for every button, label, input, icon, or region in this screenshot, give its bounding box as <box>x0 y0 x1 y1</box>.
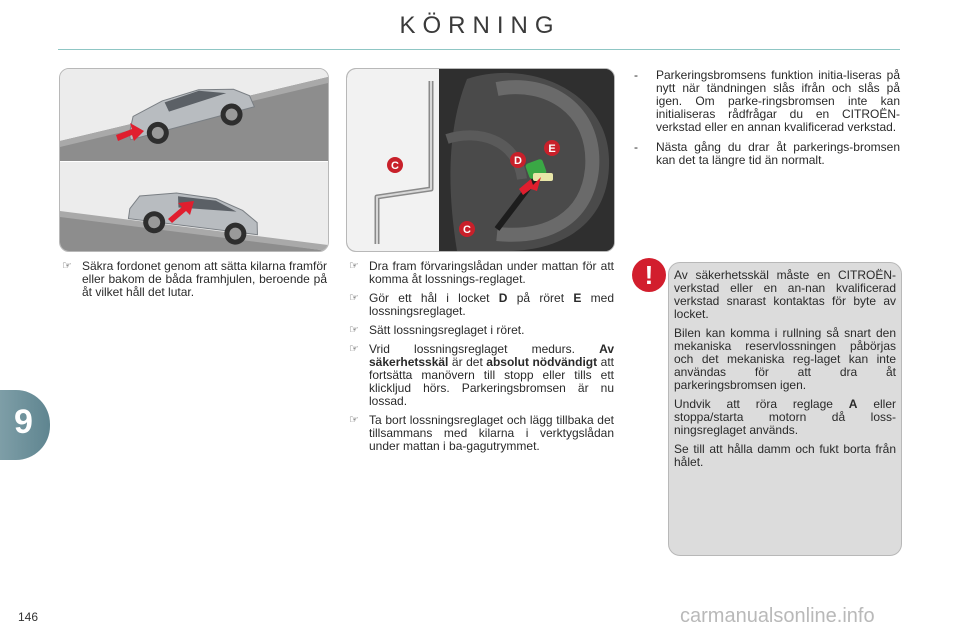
list-item <box>62 260 327 299</box>
warning-paragraph: Bilen kan komma i rullning så snart den mekaniska reservlossningen påbörjas och det mekaniska reg-laget kan inte användas för att dra åt parkeringsbromsen igen. <box>674 326 896 392</box>
pointing-hand-icon: ☞ <box>62 260 72 272</box>
dash-marker: - <box>634 140 638 154</box>
warning-text-part: eller stoppa/starta motorn då loss-ningsreglaget används. <box>674 397 896 437</box>
warning-paragraph <box>674 398 896 437</box>
emphasis-text: Av säkerhetsskäl <box>369 342 614 369</box>
dash-marker: - <box>634 68 638 82</box>
page-number: 146 <box>18 610 39 624</box>
pointing-hand-icon: ☞ <box>349 260 359 272</box>
warning-paragraph: Se till att hålla damm och fukt borta från hålet. <box>674 442 896 469</box>
list-item-text: Säkra fordonet genom att sätta kilarna framför eller bakom de båda framhjulen, beroende på åt vilket håll det lutar. <box>82 259 327 299</box>
list-item <box>349 260 614 286</box>
figure-cars-on-slope <box>59 68 329 252</box>
pointing-hand-icon: ☞ <box>349 292 359 304</box>
label-e: E <box>548 143 556 155</box>
list-item <box>349 324 614 337</box>
list-item <box>632 69 900 134</box>
label-c-lower: C <box>463 224 471 236</box>
list-item <box>632 141 900 167</box>
instructions-column-1 <box>62 260 327 305</box>
label-c-upper: C <box>391 160 399 172</box>
list-item-text: Dra fram förvaringslådan under mattan för att komma åt lossnings-reglaget. <box>369 259 614 286</box>
list-item-text: Gör ett hål i locket <box>369 291 499 305</box>
label-ref-e: E <box>573 291 582 305</box>
list-item <box>349 414 614 453</box>
list-item-text: att fortsätta manövern till stopp eller tills ett klickljud hörs. Parkeringsbromsen är nu lossad. <box>369 355 614 408</box>
list-item-text: är det <box>448 355 487 369</box>
list-item-text: Vrid lossningsreglaget medurs. <box>369 342 600 356</box>
label-ref-a: A <box>848 397 858 411</box>
list-item-text: Sätt lossningsreglaget i röret. <box>369 323 525 337</box>
label-ref-d: D <box>498 291 508 305</box>
warning-paragraph: Av säkerhetsskäl måste en CITROËN-verkstad eller en an-nan kvalificerad verkstad snarast kontaktas för byte av locket. <box>674 268 896 321</box>
label-d: D <box>514 155 522 167</box>
cars-illustration <box>60 69 328 251</box>
header-rule <box>58 49 900 50</box>
instructions-column-2 <box>349 260 614 459</box>
warning-text <box>674 269 896 475</box>
pointing-hand-icon: ☞ <box>349 324 359 336</box>
watermark: carmanualsonline.info <box>680 605 875 627</box>
list-item-text: Nästa gång du drar åt parkerings-bromsen kan det ta längre tid än normalt. <box>656 140 900 167</box>
list-item <box>349 292 614 318</box>
warning-exclamation-icon: ! <box>632 258 666 292</box>
chapter-number: 9 <box>14 403 33 441</box>
notes-column-3 <box>632 69 900 174</box>
pointing-hand-icon: ☞ <box>349 343 359 355</box>
page-title: KÖRNING <box>399 12 561 39</box>
tool-illustration <box>347 69 614 251</box>
list-item <box>349 343 614 408</box>
list-item-text: med lossningsreglaget. <box>369 291 614 318</box>
list-item-text: Ta bort lossningsreglaget och lägg tillbaka det tillsammans med kilarna i verktygslådan under mattan i ba-gagutrymmet. <box>369 413 614 453</box>
emphasis-text: absolut nödvändigt <box>486 355 598 369</box>
list-item-text: på röret <box>507 291 574 305</box>
warning-text-part: Undvik att röra reglage <box>674 397 849 411</box>
pointing-hand-icon: ☞ <box>349 414 359 426</box>
figure-release-tool <box>346 68 615 252</box>
list-item-text: Parkeringsbromsens funktion initia-liseras på nytt när tändningen slås ifrån och slås på igen. Om parke-ringsbromsen inte kan initialiseras rådfrågar du en CITROËN-verkstad eller en annan kvalificerad verkstad. <box>656 68 900 134</box>
